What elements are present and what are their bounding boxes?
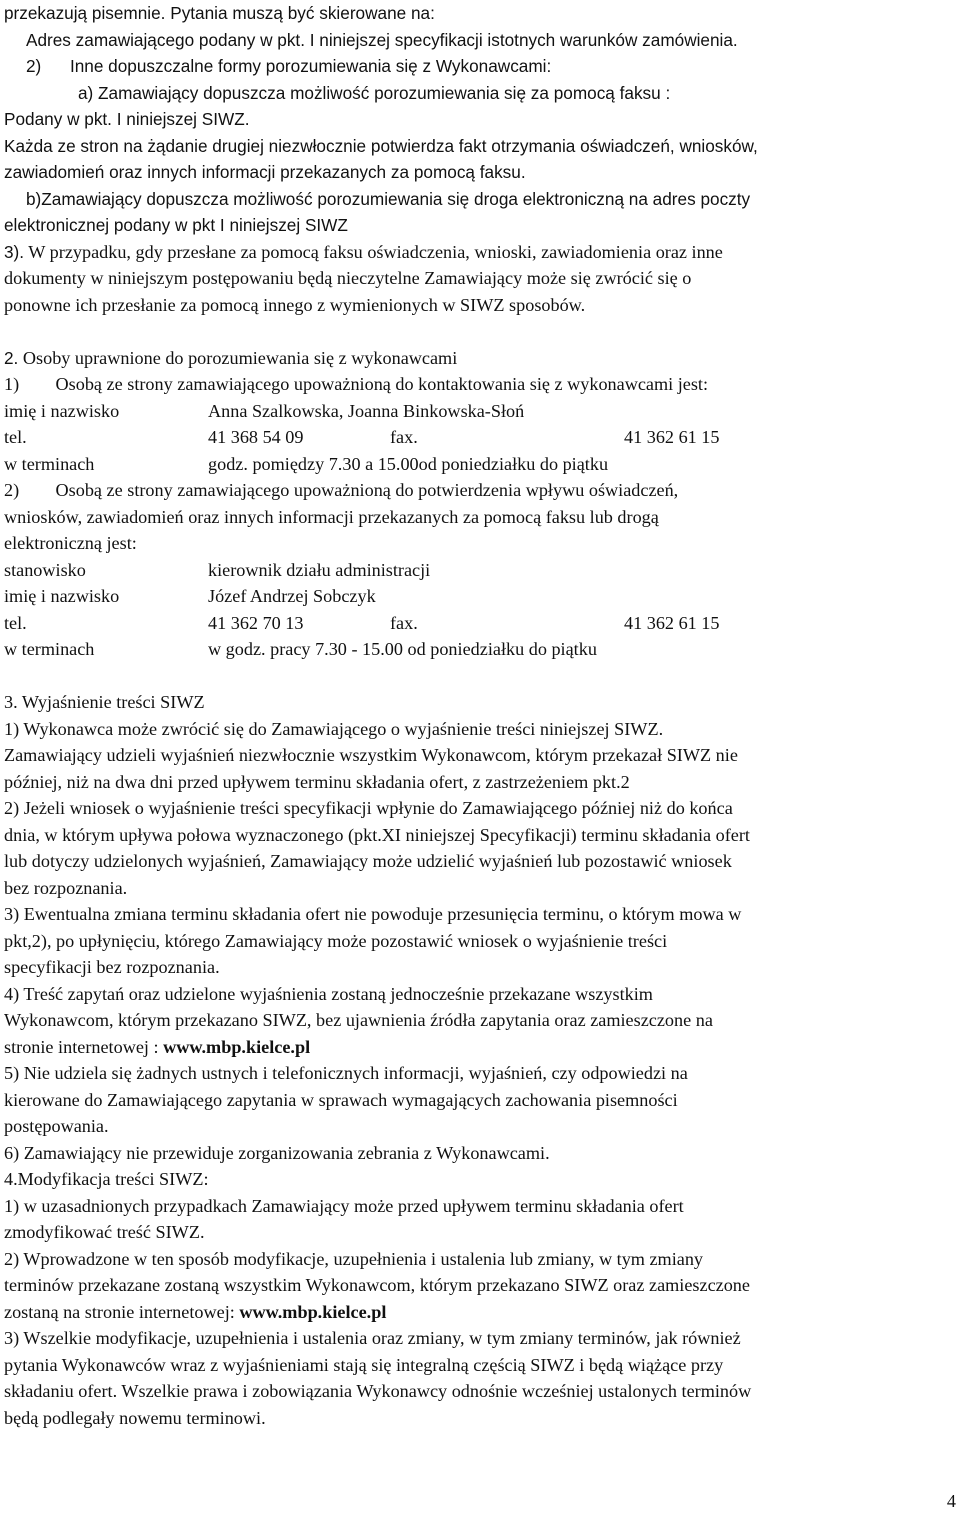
item-number: 2) bbox=[26, 56, 42, 76]
field-label: fax. bbox=[390, 612, 418, 633]
contact-row bbox=[4, 583, 954, 610]
field-label: imię i nazwisko bbox=[4, 400, 120, 421]
text-line: a) Zamawiający dopuszcza możliwość porozumiewania się za pomocą faksu : bbox=[78, 82, 671, 103]
item-text: Osobą ze strony zamawiającego upoważnioną do potwierdzenia wpływu oświadczeń, bbox=[55, 480, 679, 500]
item-text: zostaną na stronie internetowej: bbox=[4, 1301, 240, 1322]
text-line: zawiadomień oraz innych informacji przekazanych za pomocą faksu. bbox=[4, 162, 526, 182]
item-number: 3). bbox=[4, 241, 25, 262]
text-line: 5) Nie udziela się żadnych ustnych i telefonicznych informacji, wyjaśnień, czy odpowiedzi na bbox=[4, 1063, 688, 1083]
contact-row bbox=[4, 610, 954, 637]
field-label: tel. bbox=[4, 612, 27, 633]
list-item bbox=[4, 477, 954, 504]
text-line: zmodyfikować treść SIWZ. bbox=[4, 1222, 205, 1242]
text-line: 1) Wykonawca może zwrócić się do Zamawiającego o wyjaśnienie treści niniejszej SIWZ. bbox=[4, 718, 664, 739]
text-line: 2) Jeżeli wniosek o wyjaśnienie treści specyfikacji wpłynie do Zamawiającego później niż do końca bbox=[4, 798, 733, 818]
text-line: składaniu ofert. Wszelkie prawa i zobowiązania Wykonawcy odnośnie wcześniej ustalonych terminów bbox=[4, 1381, 752, 1401]
item-text: Inne dopuszczalne formy porozumiewania się z Wykonawcami: bbox=[69, 56, 552, 76]
text-line: kierowane do Zamawiającego zapytania w sprawach wymagających zachowania pisemności bbox=[4, 1089, 678, 1110]
text-line: Każda ze stron na żądanie drugiej niezwłocznie potwierdza fakt otrzymania oświadczeń, wniosków, bbox=[4, 135, 758, 156]
text-line bbox=[4, 1299, 954, 1326]
text-line: postępowania. bbox=[4, 1116, 109, 1136]
field-value: godz. pomiędzy 7.30 a 15.00od poniedziałku do piątku bbox=[208, 453, 609, 474]
text-line: b)Zamawiający dopuszcza możliwość porozumiewania się droga elektroniczną na adres poczty bbox=[26, 188, 751, 209]
text-line: bez rozpoznania. bbox=[4, 877, 128, 898]
text-line: przekazują pisemnie. Pytania muszą być skierowane na: bbox=[4, 3, 435, 23]
fax-value: 41 362 61 15 bbox=[624, 612, 720, 633]
list-item bbox=[4, 53, 954, 80]
text-line: elektronicznej podany w pkt I niniejszej SIWZ bbox=[4, 215, 348, 235]
field-value: w godz. pracy 7.30 - 15.00 od poniedziałku do piątku bbox=[208, 639, 597, 659]
contact-row bbox=[4, 424, 954, 451]
item-text: Osobą ze strony zamawiającego upoważnioną do kontaktowania się z wykonawcami jest: bbox=[55, 374, 709, 394]
section-title: Osoby uprawnione do porozumiewania się z wykonawcami bbox=[18, 347, 458, 368]
phone-value: 41 368 54 09 bbox=[208, 427, 304, 447]
field-label: w terminach bbox=[4, 453, 95, 474]
text-line: 1) w uzasadnionych przypadkach Zamawiający może przed upływem terminu składania ofert bbox=[4, 1195, 684, 1216]
document-page bbox=[4, 0, 954, 1431]
website-link[interactable]: www.mbp.kielce.pl bbox=[239, 1301, 387, 1322]
text-line: 3) Ewentualna zmiana terminu składania ofert nie powoduje przesunięcia terminu, o którym mowa w bbox=[4, 904, 742, 924]
website-link[interactable]: www.mbp.kielce.pl bbox=[163, 1036, 311, 1057]
text-line: 4) Treść zapytań oraz udzielone wyjaśnienia zostaną jednocześnie przekazane wszystkim bbox=[4, 983, 653, 1004]
field-label: stanowisko bbox=[4, 559, 86, 580]
field-value: kierownik działu administracji bbox=[208, 559, 431, 580]
text-line: 6) Zamawiający nie przewiduje zorganizowania zebrania z Wykonawcami. bbox=[4, 1142, 550, 1163]
field-value: Anna Szalkowska, Joanna Binkowska-Słoń bbox=[208, 400, 525, 421]
text-line: Adres zamawiającego podany w pkt. I niniejszej specyfikacji istotnych warunków zamówienia. bbox=[26, 29, 738, 50]
text-line: pkt,2), po upłynięciu, którego Zamawiający może pozostawić wniosek o wyjaśnienie treści bbox=[4, 930, 668, 951]
item-text: stronie internetowej : bbox=[4, 1036, 164, 1057]
contact-row bbox=[4, 636, 954, 663]
section-heading: 3. Wyjaśnienie treści SIWZ bbox=[4, 692, 205, 712]
text-line: lub dotyczy udzielonych wyjaśnień, Zamawiający może udzielić wyjaśnień lub pozostawić wniosek bbox=[4, 851, 732, 871]
list-item bbox=[4, 371, 954, 398]
text-line: elektroniczną jest: bbox=[4, 533, 137, 553]
field-label: imię i nazwisko bbox=[4, 586, 120, 606]
section-heading: 4.Modyfikacja treści SIWZ: bbox=[4, 1169, 209, 1189]
fax-value: 41 362 61 15 bbox=[624, 427, 720, 447]
text-line bbox=[4, 239, 954, 266]
field-label: fax. bbox=[390, 427, 418, 447]
text-line: dokumenty w niniejszym postępowaniu będą nieczytelne Zamawiający może się zwrócić się o bbox=[4, 268, 692, 288]
text-line: ponowne ich przesłanie za pomocą innego z wymienionych w SIWZ sposobów. bbox=[4, 294, 586, 315]
item-number: 2) bbox=[4, 480, 20, 500]
text-line: 3) Wszelkie modyfikacje, uzupełnienia i ustalenia oraz zmiany, w tym zmiany terminów, jak również bbox=[4, 1328, 741, 1348]
text-line: pytania Wykonawców wraz z wyjaśnieniami stają się integralną częścią SIWZ i będą wiążące przy bbox=[4, 1354, 724, 1375]
contact-row bbox=[4, 398, 954, 425]
field-value: Józef Andrzej Sobczyk bbox=[208, 586, 376, 606]
text-line bbox=[4, 1034, 954, 1061]
text-line: dnia, w którym upływa połowa wyznaczonego (pkt.XI niniejszej Specyfikacji) terminu składania ofert bbox=[4, 824, 750, 845]
text-line: później, niż na dwa dni przed upływem terminu składania ofert, z zastrzeżeniem pkt.2 bbox=[4, 771, 630, 792]
item-number: 1) bbox=[4, 374, 20, 394]
field-label: tel. bbox=[4, 427, 27, 447]
item-text: W przypadku, gdy przesłane za pomocą faksu oświadczenia, wnioski, zawiadomienia oraz inne bbox=[24, 241, 723, 262]
text-line: 2) Wprowadzone w ten sposób modyfikacje, uzupełnienia i ustalenia lub zmiany, w tym zmiany bbox=[4, 1248, 704, 1269]
section-number: 2. bbox=[4, 347, 19, 368]
text-line: Zamawiający udzieli wyjaśnień niezwłocznie wszystkim Wykonawcom, którym przekazał SIWZ nie bbox=[4, 745, 738, 765]
contact-row bbox=[4, 451, 954, 478]
page-number: 4 bbox=[946, 1491, 956, 1511]
field-label: w terminach bbox=[4, 639, 95, 659]
text-line: Wykonawcom, którym przekazano SIWZ, bez ujawnienia źródła zapytania oraz zamieszczone na bbox=[4, 1010, 713, 1030]
contact-row bbox=[4, 557, 954, 584]
section-heading bbox=[4, 345, 954, 372]
text-line: wniosków, zawiadomień oraz innych informacji przekazanych za pomocą faksu lub drogą bbox=[4, 506, 659, 527]
text-line: Podany w pkt. I niniejszej SIWZ. bbox=[4, 109, 250, 129]
text-line: będą podlegały nowemu terminowi. bbox=[4, 1407, 266, 1428]
text-line: specyfikacji bez rozpoznania. bbox=[4, 957, 220, 977]
phone-value: 41 362 70 13 bbox=[208, 612, 304, 633]
text-line: terminów przekazane zostaną wszystkim Wykonawcom, którym przekazano SIWZ oraz zamieszczone bbox=[4, 1275, 750, 1295]
